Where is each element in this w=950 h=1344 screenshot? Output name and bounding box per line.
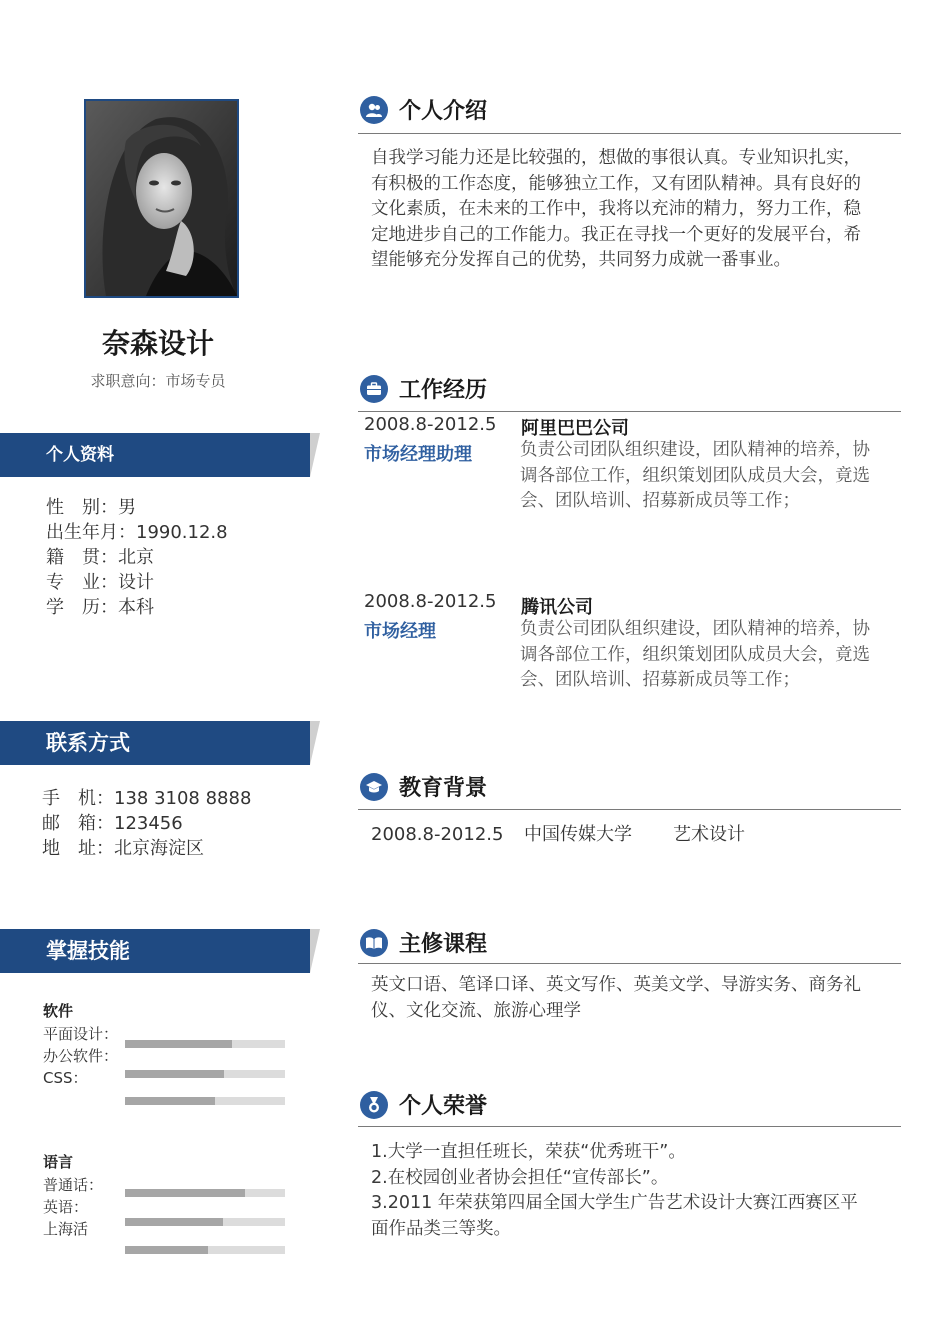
job-description <box>520 438 905 515</box>
info-value: 1990.12.8 <box>136 522 228 543</box>
info-row-degree <box>46 595 228 620</box>
contact-list <box>42 786 251 861</box>
graduation-cap-icon <box>360 773 388 801</box>
courses-text <box>371 973 911 1024</box>
honor-item: 2.在校园创业者协会担任“宣传部长”。 <box>371 1167 669 1188</box>
language-label: 上海活 <box>43 1220 89 1238</box>
skill-label: 办公软件： <box>43 1047 119 1065</box>
honor-item: 面作品类三等奖。 <box>371 1218 511 1239</box>
work-title: 工作经历 <box>399 378 488 403</box>
language-title: 语言 <box>43 1153 74 1171</box>
info-value: 北京 <box>118 547 154 568</box>
info-label: 出生年月： <box>46 522 136 543</box>
software-title: 软件 <box>43 1002 74 1020</box>
contact-label: 邮 箱： <box>42 813 114 834</box>
contact-label: 手 机： <box>42 788 114 809</box>
contact-banner <box>0 721 310 765</box>
language-skills <box>43 1151 103 1240</box>
courses-line: 仪、文化交流、旅游心理学 <box>371 1000 581 1021</box>
job-desc-line: 会、团队培训、招募新成员等工作； <box>520 491 800 511</box>
skill-bar-fill <box>125 1097 215 1105</box>
book-icon <box>360 929 388 957</box>
skill-label: 平面设计： <box>43 1025 119 1043</box>
skill-bar <box>125 1070 285 1078</box>
info-label: 学 历： <box>46 597 118 618</box>
skill-bar <box>125 1040 285 1048</box>
contact-value: 北京海淀区 <box>114 838 204 859</box>
job-company: 阿里巴巴公司 <box>521 418 629 439</box>
info-label: 性 别： <box>46 497 118 518</box>
honors-divider <box>358 1126 901 1127</box>
language-bar-fill <box>125 1189 245 1197</box>
job-desc-line: 调各部位工作，组织策划团队成员大会，竟选 <box>520 465 870 486</box>
honor-item: 1.大学一直担任班长，荣获“优秀班干”。 <box>371 1142 686 1162</box>
job-position: 市场经理助理 <box>364 444 472 465</box>
job-position: 市场经理 <box>364 621 436 642</box>
banner-shadow <box>310 929 320 973</box>
language-bar <box>125 1246 285 1254</box>
education-major: 艺术设计 <box>673 824 745 845</box>
skills-banner <box>0 929 310 973</box>
info-label: 专 业： <box>46 572 118 593</box>
education-row <box>371 820 745 846</box>
personal-info-banner <box>0 433 310 477</box>
job-desc-line: 会、团队培训、招募新成员等工作； <box>520 670 800 690</box>
skill-label: CSS： <box>43 1069 88 1087</box>
job-desc-line: 负责公司团队组织建设，团队精神的培养，协 <box>520 619 870 639</box>
work-divider <box>358 411 901 412</box>
banner-shadow <box>310 433 320 477</box>
skill-bar <box>125 1097 285 1105</box>
candidate-name: 奈森设计 <box>101 327 214 360</box>
job-date: 2008.8-2012.5 <box>364 414 497 435</box>
software-skills <box>43 1000 118 1089</box>
info-row-birth <box>46 520 228 545</box>
job-description <box>520 617 905 694</box>
intro-line: 定地进步自己的工作能力。我正在寻找一个更好的发展平台，希 <box>371 224 861 245</box>
info-value: 本科 <box>118 597 154 618</box>
job-date: 2008.8-2012.5 <box>364 591 497 612</box>
skill-bar-fill <box>125 1040 232 1048</box>
job-company: 腾讯公司 <box>521 597 593 618</box>
info-row-hometown <box>46 545 228 570</box>
intro-line: 望能够充分发挥自己的优势，共同努力成就一番事业。 <box>371 250 791 270</box>
language-bar <box>125 1218 285 1226</box>
intro-line: 有积极的工作态度，能够独立工作，又有团队精神。具有良好的 <box>371 173 861 194</box>
contact-row-address <box>42 836 251 861</box>
info-row-gender <box>46 495 228 520</box>
contact-title: 联系方式 <box>46 731 130 755</box>
portrait-image <box>86 101 237 296</box>
info-row-major <box>46 570 228 595</box>
job-desc-line: 调各部位工作，组织策划团队成员大会，竟选 <box>520 644 870 665</box>
intro-divider <box>358 133 901 134</box>
intro-text <box>371 146 911 274</box>
profile-photo <box>84 99 239 298</box>
honor-item: 3.2011 年荣获第四届全国大学生广告艺术设计大赛江西赛区平 <box>371 1193 858 1213</box>
skill-bar-fill <box>125 1070 224 1078</box>
briefcase-icon <box>360 375 388 403</box>
intro-line: 自我学习能力还是比较强的，想做的事很认真。专业知识扎实， <box>371 148 861 168</box>
intro-title: 个人介绍 <box>399 99 488 124</box>
skills-title: 掌握技能 <box>46 939 130 963</box>
job-intent: 求职意向：市场专员 <box>90 372 226 390</box>
banner-shadow <box>310 721 320 765</box>
courses-title: 主修课程 <box>399 932 488 957</box>
personal-info-title: 个人资料 <box>46 445 114 465</box>
education-date: 2008.8-2012.5 <box>371 824 504 845</box>
language-bar-fill <box>125 1218 223 1226</box>
info-value: 设计 <box>118 572 154 593</box>
education-title: 教育背景 <box>399 776 488 801</box>
courses-line: 英文口语、笔译口译、英文写作、英美文学、导游实务、商务礼 <box>371 975 861 995</box>
education-school: 中国传媒大学 <box>524 824 632 845</box>
honors-title: 个人荣誉 <box>399 1094 488 1119</box>
intro-line: 文化素质，在未来的工作中，我将以充沛的精力，努力工作，稳 <box>371 199 861 219</box>
people-icon <box>360 96 388 124</box>
education-divider <box>358 809 901 810</box>
contact-label: 地 址： <box>42 838 114 859</box>
info-value: 男 <box>118 497 136 518</box>
language-label: 普通话： <box>43 1176 104 1194</box>
personal-info-list <box>46 495 228 620</box>
courses-divider <box>358 963 901 964</box>
language-bar <box>125 1189 285 1197</box>
contact-value: 138 3108 8888 <box>114 788 252 809</box>
contact-value: 123456 <box>114 813 183 834</box>
contact-row-email <box>42 811 251 836</box>
info-label: 籍 贯： <box>46 547 118 568</box>
job-desc-line: 负责公司团队组织建设，团队精神的培养，协 <box>520 440 870 460</box>
medal-icon <box>360 1091 388 1119</box>
language-label: 英语： <box>43 1198 89 1216</box>
contact-row-phone <box>42 786 251 811</box>
honors-text <box>371 1140 911 1242</box>
language-bar-fill <box>125 1246 208 1254</box>
